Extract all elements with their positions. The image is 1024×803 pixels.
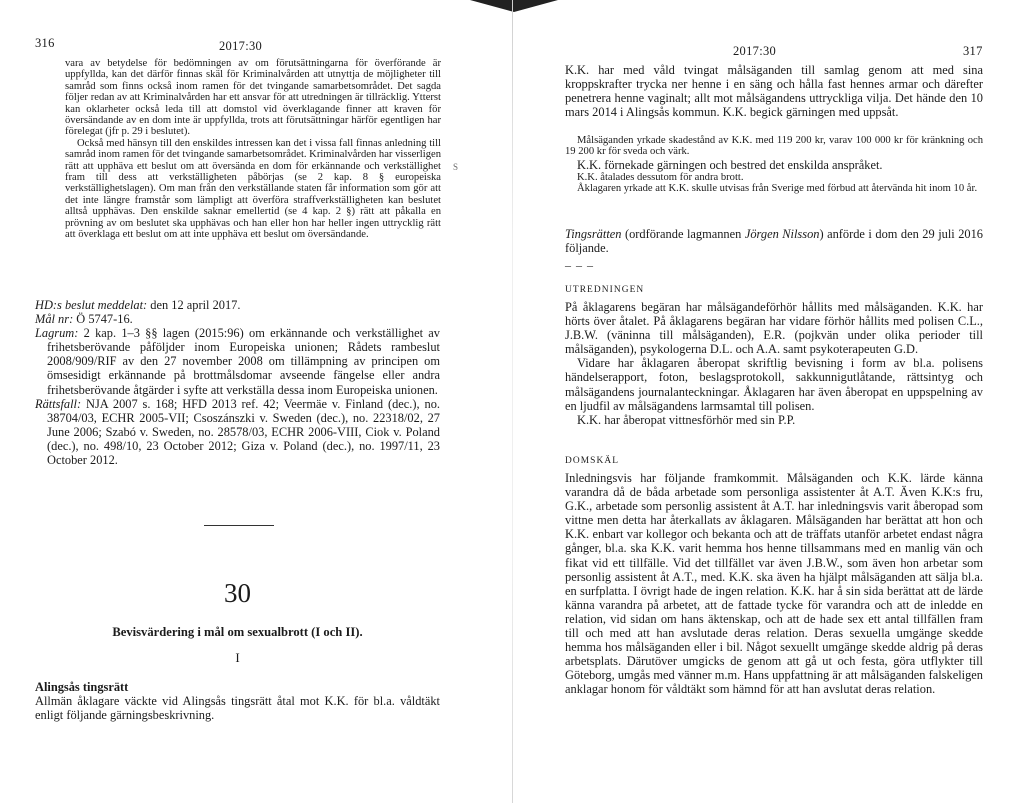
judge-prefix: (ordförande lagmannen [621, 227, 745, 241]
case-number-label: Mål nr: [35, 312, 74, 327]
running-head-left: 2017:30 [219, 39, 263, 53]
heading-utredningen: UTREDNINGEN [565, 285, 645, 295]
damages-claim: Målsäganden yrkade skadestånd av K.K. med 119 200 kr, varav 100 000 kr för kränkning och 19 200 kr för sveda och värk. [565, 135, 983, 158]
dash-separator: – – – [565, 258, 594, 272]
expulsion-claim: Åklagaren yrkade att K.K. skulle utvisas från Sverige med förbud att återvända hit inom 10 år. [577, 183, 978, 195]
heading-domskal: DOMSKÄL [565, 456, 620, 466]
right-page [513, 0, 1024, 803]
section-numeral: I [235, 650, 240, 665]
running-head-right: 2017:30 [733, 44, 777, 58]
reasoning-text: Inledningsvis har följande framkommit. Målsäganden och K.K. lärde känna varandra då de båda arbetade som personliga assistenter åt A.T. Även K.K:s fru, G.K., arbetade som personlig assistent åt A.T. har inledningsvis varit åberopad som vittne men detta har återkallats av åklagaren. Målsäganden har berättat att hon och K.K. enbart var kollegor och bekanta och att de träffats utanför arbetet endast några gånger, bl.a. ska K.K. varit hemma hos henne tillsammans med en manlig vän och fikat vid ett tillfälle. Vid det tillfället var även J.B.W., som även hon arbetar som personlig assistent åt A.T., med. K.K. ska även ha hjälpt målsäganden att sälja bl.a. en surfplatta. I övrigt hade de ingen relation. K.K. har å sin sida berättat att de lärde känna varandra på arbetet, att de fattade tycke för varandra och att de inledde en relation, vid sidan om hans äktenskap, och att de hade sex ett antal tillfällen fram till och med att han avslutade deras relation. Deras sexuella umgänge skedde hemma hos målsäganden eller i bil. Något sexuellt umgänge skedde aldrig på deras arbetsplats. Därutöver umgicks de genom att gå ut och festa, göra utflykter till Göteborg, umgås med vänner m.m. Hans uppfattning är att målsäganden falskeligen anklagar honom för våldtäkt som hämnd för att han avslutat deras relation. [565, 471, 983, 697]
offense-description: K.K. har med våld tvingat målsäganden till samlag genom att med sina kroppskrafter trycka ner henne i en säng och hålla fast hennes armar och därefter penetrera henne vaginalt; allt mot målsägandens uttryckliga vilja. Det hände den 10 mars 2014 i Alingsås kommun. K.K. begick gärningen med uppsåt. [565, 63, 983, 120]
court-intro: Allmän åklagare väckte vid Alingsås tingsrätt åtal mot K.K. för bl.a. våldtäkt enligt följande gärningsbeskrivning. [35, 694, 440, 723]
legislation [35, 326, 440, 396]
paragraph-individual-interest: Också med hänsyn till den enskildes intressen kan det i vissa fall finnas anledning till samråd inom ramen för det tvingande samarbetsområdet. Kriminalvården har visserligen rätt att upphäva ett beslut om att översända en dom för erkännande och verkställighet fram till dess att verkställigheten påbörjas (se 2 kap. 8 § europeiska verkställighetslagen). Om man från den verkställande staten får information som gör att det inte längre framstår som lämpligt att överföra straffverkställigheten kan beslutet alltså upphävas. Den enskilde saknar emellertid (se 4 kap. 2 §) rätt att påkalla en prövning av om beslutet ska upphävas och han eller hon har heller ingen uttrycklig rätt att överklaga ett beslut om att inte upphäva ett beslut om översändande. [65, 137, 441, 241]
claims-block [565, 135, 983, 195]
case-number-line [35, 312, 440, 326]
margin-mark: S [453, 162, 459, 172]
investigation-witness: K.K. har åberopat vittnesförhör med sin P.P. [577, 412, 796, 427]
decision-date [35, 298, 440, 312]
section-divider [204, 525, 274, 526]
case-number-heading: 30 [224, 578, 251, 608]
judge-name: Jörgen Nilsson [744, 227, 820, 241]
case-law-label: Rättsfall: [35, 396, 82, 411]
case-law [35, 397, 440, 467]
case-law-value: NJA 2007 s. 168; HFD 2013 ref. 42; Veermäe v. Finland (dec.), no. 38704/03, ECHR 2005-VII; Csoszánszki v. Sweden (dec.), no. 22318/02, 27 June 2006; Szabó v. Sweden, no. 28578/03, ECHR 2006-VIII, Ciok v. Poland (dec.), no. 498/10, 23 October 2012; Giza v. Poland (dec.), no. 1997/11, 23 October 2012. [47, 396, 440, 468]
court-name: Tingsrätten [565, 227, 622, 241]
case-title: Bevisvärdering i mål om sexualbrott (I och II). [112, 625, 363, 639]
investigation-section [565, 300, 983, 427]
investigation-text: På åklagarens begäran har målsägandeförhör hållits med målsäganden. K.K. har hörts över åtalet. På åklagarens begäran har vidare förhör hållits med polisen C.L., J.B.W. (väninna till målsäganden), E.R. (pojkvän under olika perioder till målsäganden), psykologerna D.L. och A.A. samt psykoterapeuten G.D. [565, 300, 983, 357]
page-number-right: 317 [963, 44, 983, 58]
decision-date-value: den 12 april 2017. [147, 298, 241, 312]
additional-charges: K.K. åtalades dessutom för andra brott. [577, 171, 744, 183]
court-statement [565, 227, 983, 255]
judge-suffix: ) anförde i dom den 29 juli 2016 följande. [565, 227, 984, 256]
decision-date-label: HD:s beslut meddelat: [35, 298, 148, 312]
legislation-value: 2 kap. 1–3 §§ lagen (2015:96) om erkännande och verkställighet av frihetsberövande påföljder inom Europeiska unionen; Rådets rambeslut 2008/909/RIF av den 27 november 2008 om tillämpning av principen om ömsesidigt erkännande på brottmålsdomar avseende fängelse eller andra frihetsberövande åtgärder i syfte att verkställa dessa inom Europeiska unionen. [47, 326, 440, 397]
court-heading: Alingsås tingsrätt [35, 680, 129, 694]
case-metadata [35, 298, 440, 467]
investigation-evidence: Vidare har åklagaren åberopat skriftlig bevisning i form av bl.a. polisens händelserapport, foton, beslagsprotokoll, sakkunnigutlåtande, rättsintyg och målsägandens journalanteckningar. Åklagaren har även åberopat en uppspelning av en ljudfil av målsägandens larmsamtal till polisen. [565, 356, 983, 413]
legislation-label: Lagrum: [35, 326, 79, 341]
denial: K.K. förnekade gärningen och bestred det enskilda anspråket. [577, 157, 883, 172]
page-number-left: 316 [35, 36, 55, 50]
case-number-value: Ö 5747-16. [73, 312, 133, 327]
left-small-text [65, 58, 441, 241]
paragraph-cooperation: vara av betydelse för bedömningen av om förutsättningarna för överförande är uppfyllda, kan det därför finnas skäl för Kriminalvården att utnyttja de möjligheter till samråd som finns också inom ramen för det tvingande samarbetsområdet. Det sagda följer redan av att Kriminalvården har ett ansvar för att utredningen är tillräcklig. Ytterst kan oklarheter också leda till att domstol vid överklagande finner att kraven för översändande av en dom inte är uppfyllda, trots att förutsättningar härför egentligen har förelegat (jfr p. 29 i beslutet). [65, 58, 441, 138]
